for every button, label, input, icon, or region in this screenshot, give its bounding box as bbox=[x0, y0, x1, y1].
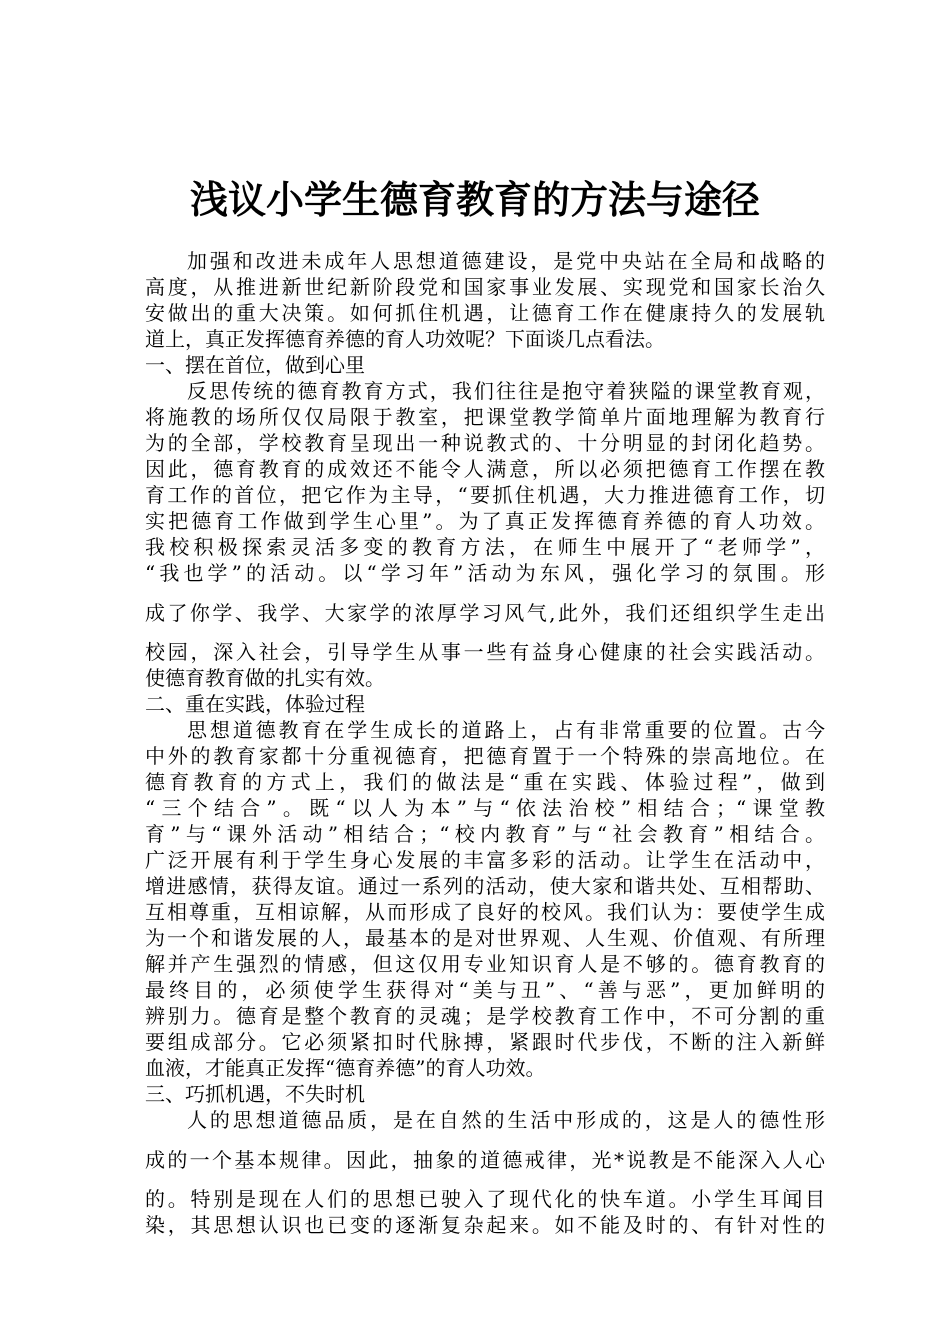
paragraph-line: 我校积极探索灵活多变的教育方法，在师生中展开了“老师学”， bbox=[145, 535, 825, 559]
paragraph-line: 实把德育工作做到学生心里”。为了真正发挥德育养德的育人功效。 bbox=[145, 509, 825, 533]
paragraph-line: 成了你学、我学、大家学的浓厚学习风气,此外，我们还组织学生走出 bbox=[145, 601, 825, 625]
paragraph-line: 为一个和谐发展的人，最基本的是对世界观、人生观、价值观、有所理 bbox=[145, 926, 825, 950]
section-heading: 一、摆在首位，做到心里 bbox=[145, 353, 365, 377]
paragraph-line: 校园，深入社会，引导学生从事一些有益身心健康的社会实践活动。 bbox=[145, 640, 825, 664]
section-heading: 三、巧抓机遇，不失时机 bbox=[145, 1082, 365, 1106]
paragraph-line: 染，其思想认识也已变的逐渐复杂起来。如不能及时的、有针对性的 bbox=[145, 1213, 825, 1237]
paragraph-line: 使德育教育做的扎实有效。 bbox=[145, 666, 385, 690]
paragraph-line: 反思传统的德育教育方式，我们往往是抱守着狭隘的课堂教育观， bbox=[187, 379, 825, 403]
paragraph-line: 成的一个基本规律。因此，抽象的道德戒律，光*说教是不能深入人心 bbox=[145, 1148, 825, 1172]
paragraph-line: 将施教的场所仅仅局限于教室，把课堂教学简单片面地理解为教育行 bbox=[145, 405, 825, 429]
paragraph-line: “三个结合”。既“以人为本”与“依法治校”相结合；“课堂教 bbox=[145, 796, 825, 820]
paragraph-line: “我也学”的活动。以“学习年”活动为东风，强化学习的氛围。形 bbox=[145, 561, 825, 585]
paragraph-line: 为的全部，学校教育呈现出一种说教式的、十分明显的封闭化趋势。 bbox=[145, 431, 825, 455]
paragraph-line: 辨别力。德育是整个教育的灵魂；是学校教育工作中，不可分割的重 bbox=[145, 1004, 825, 1028]
paragraph-line: 思想道德教育在学生成长的道路上，占有非常重要的位置。古今 bbox=[187, 718, 825, 742]
paragraph-line: 广泛开展有利于学生身心发展的丰富多彩的活动。让学生在活动中， bbox=[145, 848, 825, 872]
paragraph-line: 的。特别是现在人们的思想已驶入了现代化的快车道。小学生耳闻目 bbox=[145, 1187, 825, 1211]
paragraph-line: 安做出的重大决策。如何抓住机遇，让德育工作在健康持久的发展轨 bbox=[145, 301, 825, 325]
paragraph-line: 因此，德育教育的成效还不能令人满意，所以必须把德育工作摆在教 bbox=[145, 457, 825, 481]
paragraph-line: 人的思想道德品质，是在自然的生活中形成的，这是人的德性形 bbox=[187, 1108, 825, 1132]
document-title: 浅议小学生德育教育的方法与途径 bbox=[189, 177, 760, 222]
paragraph-line: 增进感情，获得友谊。通过一系列的活动，使大家和谐共处、互相帮助、 bbox=[145, 874, 825, 898]
paragraph-line: 加强和改进未成年人思想道德建设，是党中央站在全局和战略的 bbox=[187, 249, 825, 273]
paragraph-line: 要组成部分。它必须紧扣时代脉搏，紧跟时代步伐，不断的注入新鲜 bbox=[145, 1030, 825, 1054]
paragraph-line: 德育教育的方式上，我们的做法是“重在实践、体验过程”，做到 bbox=[145, 770, 825, 794]
paragraph-line: 互相尊重，互相谅解，从而形成了良好的校风。我们认为：要使学生成 bbox=[145, 900, 825, 924]
paragraph-line: 中外的教育家都十分重视德育，把德育置于一个特殊的崇高地位。在 bbox=[145, 744, 825, 768]
section-heading: 二、重在实践，体验过程 bbox=[145, 692, 365, 716]
paragraph-line: 育工作的首位，把它作为主导，“要抓住机遇，大力推进德育工作，切 bbox=[145, 483, 825, 507]
paragraph-line: 血液，才能真正发挥“德育养德”的育人功效。 bbox=[145, 1056, 546, 1080]
paragraph-line: 高度，从推进新世纪新阶段党和国家事业发展、实现党和国家长治久 bbox=[145, 275, 825, 299]
paragraph-line: 解并产生强烈的情感，但这仅用专业知识育人是不够的。德育教育的 bbox=[145, 952, 825, 976]
paragraph-line: 最终目的，必须使学生获得对“美与丑”、“善与恶”，更加鲜明的 bbox=[145, 978, 825, 1002]
paragraph-line: 道上，真正发挥德育养德的育人功效呢？下面谈几点看法。 bbox=[145, 327, 665, 351]
paragraph-line: 育”与“课外活动”相结合；“校内教育”与“社会教育”相结合。 bbox=[145, 822, 825, 846]
